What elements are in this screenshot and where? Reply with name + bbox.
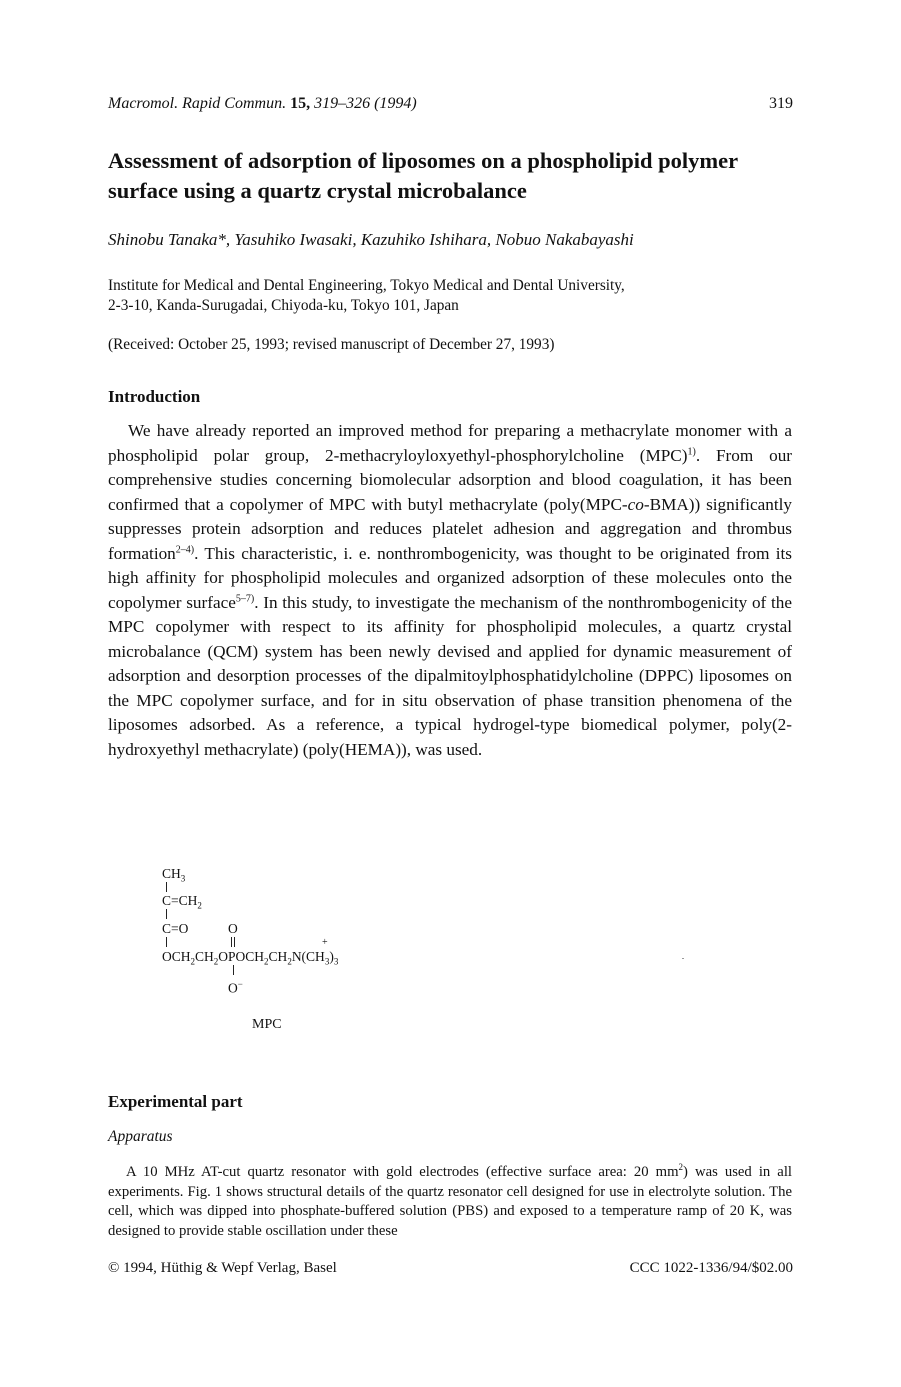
apparatus-text-1: A 10 MHz AT-cut quartz resonator with gold electrodes (effective surface area: 20 mm — [126, 1164, 679, 1180]
copyright-line: © 1994, Hüthig & Wepf Verlag, Basel — [108, 1260, 337, 1276]
structure-vinyl: $C=CH_2$ — [162, 893, 202, 911]
reference-1: 1) — [687, 445, 696, 457]
structure-label: MPC — [252, 1017, 282, 1032]
bond-1 — [166, 882, 167, 892]
affiliation — [108, 276, 798, 316]
apparatus-text-2: ) was used in all experiments. Fig. 1 shows structural details of the quartz resonator cell designed for use in electrolyte solution. The cell, which was dipped into phosphate-buffered solution (PBS) and exposed to a temperature ramp of 20 K, was designed to provide stable oscillation under these — [108, 1164, 792, 1239]
structure-chain: $OCH_2CH_2OPOCH_2CH_2N(CH_3)_3$ — [162, 949, 339, 967]
journal-pages-year: 319–326 (1994) — [314, 95, 417, 112]
structure-o-minus: O− — [228, 979, 243, 996]
introduction-heading: Introduction — [108, 387, 201, 406]
journal-name: Macromol. Rapid Commun. — [108, 95, 287, 112]
page-number: 319 — [769, 95, 793, 112]
bond-2 — [166, 909, 167, 919]
journal-citation — [108, 95, 417, 113]
author-list: Shinobu Tanaka*, Yasuhiko Iwasaki, Kazuhiko Ishihara, Nobuo Nakabayashi — [108, 230, 634, 249]
apparatus-subheading: Apparatus — [108, 1128, 173, 1145]
structure-carbonyl: C=O — [162, 921, 189, 936]
introduction-paragraph — [108, 419, 792, 762]
intro-text-3: -BMA)) significantly suppresses protein adsorption and reduces platelet adhesion and aggregation and thrombus formation — [108, 494, 792, 563]
intro-text-5: . In this study, to investigate the mechanism of the nonthrombogenicity of the MPC copolymer with respect to its affinity for phospholipid molecules, a quartz crystal microbalance (QCM) system has been newly devised and applied for dynamic measurement of adsorption and desorption processes of the dipalmitoylphosphatidylcholine (DPPC) liposomes on the MPC copolymer surface, and for in situ observation of phase transition phenomena of the liposomes adsorbed. As a reference, a typical hydrogel-type biomedical polymer, poly(2-hydroxyethyl methacrylate) (poly(HEMA)), was used. — [108, 592, 792, 759]
intro-text-2: . From our comprehensive studies concerning biomolecular adsorption and blood coagulation, it has been confirmed that a copolymer of MPC with butyl methacrylate (poly(MPC- — [108, 445, 793, 514]
affiliation-line-2: 2-3-10, Kanda-Surugadai, Chiyoda-ku, Tokyo 101, Japan — [108, 297, 459, 314]
intro-co-italic: co — [627, 494, 644, 514]
reference-2-4: 2–4) — [175, 543, 195, 555]
superscript-2: 2 — [678, 1162, 684, 1173]
experimental-heading: Experimental part — [108, 1092, 243, 1111]
scan-speck — [682, 958, 684, 959]
article-title: Assessment of adsorption of liposomes on a phospholipid polymer surface using a quartz crystal microbalance — [108, 148, 738, 203]
structure-plus-charge: + — [322, 937, 328, 948]
received-dates: (Received: October 25, 1993; revised manuscript of December 27, 1993) — [108, 336, 555, 353]
ccc-code: CCC 1022-1336/94/$02.00 — [629, 1260, 793, 1276]
double-bond — [231, 937, 235, 947]
structure-phosphoryl-oxygen: O — [228, 921, 238, 936]
apparatus-paragraph — [108, 1163, 792, 1241]
intro-text-1: We have already reported an improved method for preparing a methacrylate monomer with a phospholipid polar group, 2-methacryloyloxyethyl-phosphorylcholine (MPC) — [108, 421, 792, 465]
intro-text-4: . This characteristic, i. e. nonthrombogenicity, was thought to be originated from its high affinity for phospholipid molecules and organized adsorption of these molecules onto the copolymer surface — [108, 543, 792, 612]
affiliation-line-1: Institute for Medical and Dental Engineering, Tokyo Medical and Dental University, — [108, 277, 625, 294]
bond-4 — [233, 965, 234, 975]
bond-3 — [166, 937, 167, 947]
reference-5-7: 5–7) — [235, 592, 255, 604]
journal-volume: 15, — [290, 95, 311, 112]
structure-ch3: $CH_3$ — [162, 866, 186, 884]
